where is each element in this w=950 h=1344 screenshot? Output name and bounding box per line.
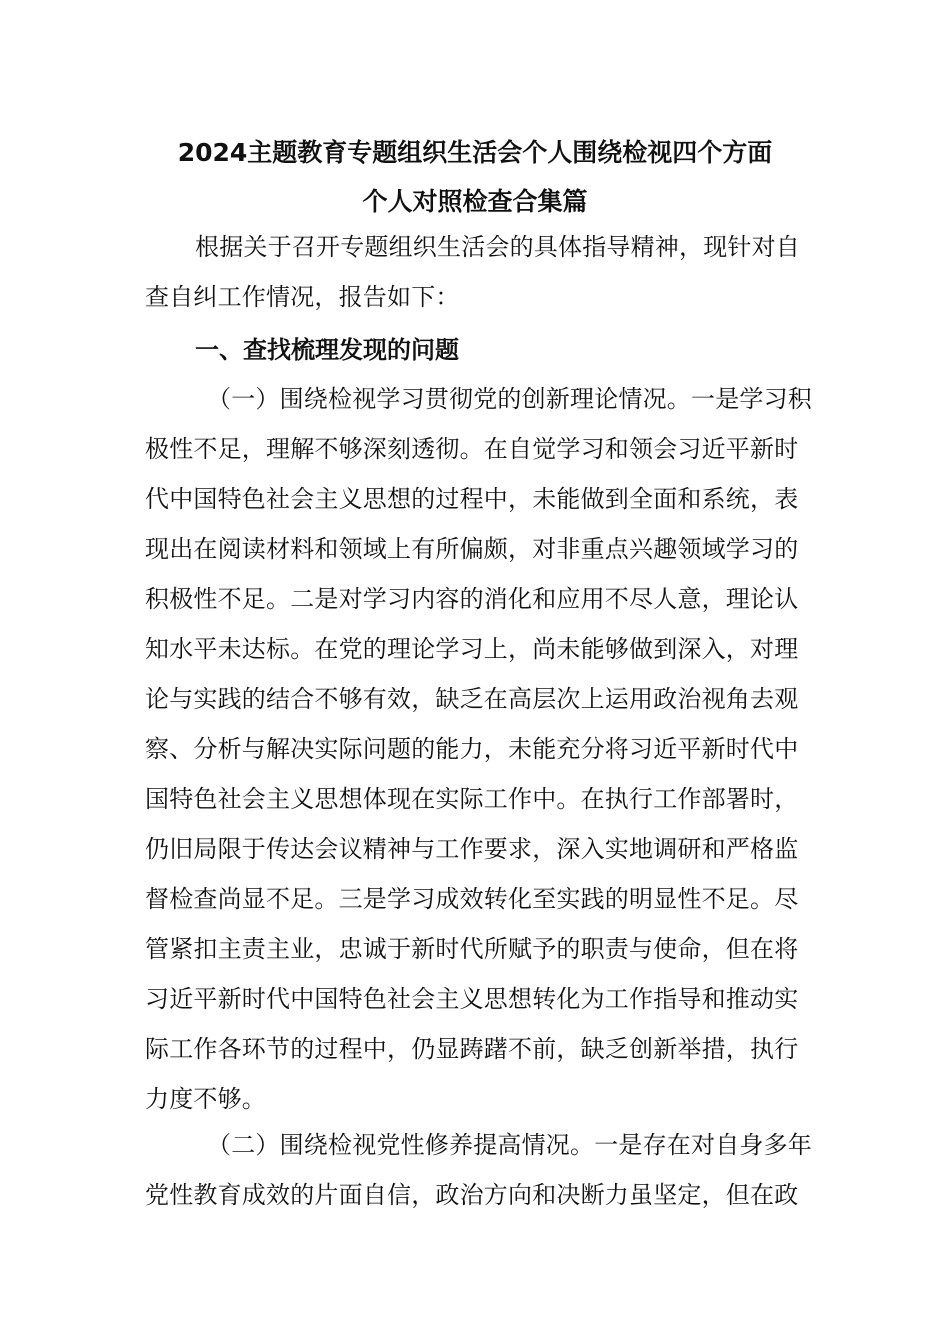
text-line: 党性教育成效的片面自信，政治方向和决断力虽坚定，但在政 (145, 1181, 799, 1209)
text-line: 知水平未达标。在党的理论学习上，尚未能够做到深入，对理 (145, 635, 799, 663)
text-line: 积极性不足。二是对学习内容的消化和应用不尽人意，理论认 (145, 585, 799, 613)
text-line: 督检查尚显不足。三是学习成效转化至实践的明显性不足。尽 (145, 885, 799, 913)
text-line: （一）围绕检视学习贯彻党的创新理论情况。一是学习积 (207, 385, 812, 413)
text-line: 力度不够。 (145, 1085, 266, 1113)
text-line: 际工作各环节的过程中，仍显踌躇不前，缺乏创新举措，执行 (145, 1035, 799, 1063)
text-line: 代中国特色社会主义思想的过程中，未能做到全面和系统，表 (145, 485, 799, 513)
text-line: 管紧扣主责主业，忠诚于新时代所赋予的职责与使命，但在将 (145, 935, 799, 963)
text-line: （二）围绕检视党性修养提高情况。一是存在对自身多年 (207, 1131, 812, 1159)
text-line: 察、分析与解决实际问题的能力，未能充分将习近平新时代中 (145, 735, 799, 763)
text-line: 根据关于召开专题组织生活会的具体指导精神，现针对自 (195, 233, 800, 261)
text-line: 论与实践的结合不够有效，缺乏在高层次上运用政治视角去观 (145, 685, 799, 713)
intro-paragraph (145, 222, 809, 322)
text-line: 仍旧局限于传达会议精神与工作要求，深入实地调研和严格监 (145, 835, 799, 863)
text-line: 查自纠工作情况，报告如下： (145, 283, 460, 311)
text-line: 国特色社会主义思想体现在实际工作中。在执行工作部署时， (145, 785, 799, 813)
paragraph-1 (145, 374, 812, 1124)
text-line: 极性不足，理解不够深刻透彻。在自觉学习和领会习近平新时 (145, 435, 799, 463)
document-title-line-2: 个人对照检查合集篇 (362, 187, 588, 216)
text-line: 习近平新时代中国特色社会主义思想转化为工作指导和推动实 (145, 985, 799, 1013)
paragraph-2 (145, 1120, 812, 1220)
text-line: 现出在阅读材料和领域上有所偏颇，对非重点兴趣领域学习的 (145, 535, 799, 563)
section-heading: 一、查找梳理发现的问题 (195, 336, 459, 364)
document-title-line-1: 2024主题教育专题组织生活会个人围绕检视四个方面 (177, 138, 773, 167)
